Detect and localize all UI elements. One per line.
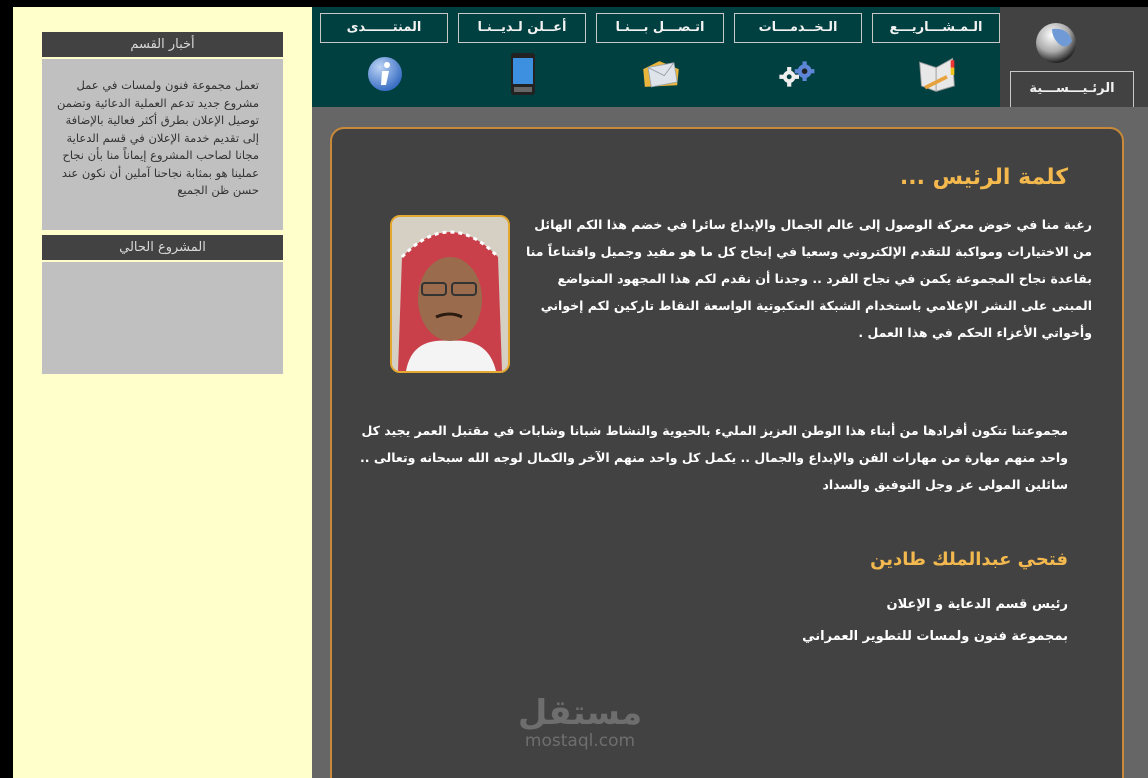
globe-icon[interactable]	[1034, 21, 1078, 65]
top-navigation	[312, 7, 1000, 107]
president-message-paragraph-2: مجموعتنا تتكون أفرادها من أبناء هذا الوطن العزيز المليء بالحيوية والنشاط شبانا وشابات في مقتبل العمر يجيد كل واحد منهم مهارة من مهارات الفن والإبداع والجمال .. يكمل كل واحد منهم الآخر والكمال لوجه الله سبحانه وتعالى .. سائلين المولى عز وجل التوفيق والسداد	[360, 423, 1068, 492]
main-content-area	[312, 107, 1148, 778]
nav-projects-button[interactable]: الـمـشـــاريـــع	[872, 13, 1000, 43]
nav-contact-button[interactable]: اتـصـــل بـــنـا	[596, 13, 724, 43]
mobile-phone-icon[interactable]	[502, 53, 544, 95]
sidebar	[13, 7, 312, 778]
signature-name: فتحي عبدالملك طادين	[870, 549, 1068, 570]
current-project-title: المشروع الحالي	[42, 235, 283, 260]
home-area	[1000, 7, 1148, 107]
signature-role: رئيس قسم الدعاية و الإعلان	[886, 597, 1068, 612]
book-pencil-icon[interactable]	[916, 53, 958, 95]
page-title: كلمة الرئيس ...	[899, 165, 1068, 190]
mail-envelope-icon[interactable]	[640, 53, 682, 95]
info-icon[interactable]	[364, 53, 406, 95]
news-section-title: أخبار القسم	[42, 32, 283, 57]
president-photo	[390, 215, 510, 373]
nav-services-button[interactable]: الـخــدمـــات	[734, 13, 862, 43]
president-message-paragraph-1: رغبة منا في خوض معركة الوصول إلى عالم الجمال والإبداع سائرا في خضم هذا الكم الهائل من الاختيارات ومواكبة للتقدم الإلكتروني وسعيا في إنجاح كل ما هو مفيد وجميل واقتناعاً منا بقاعدة نجاح المجموعة يكمن في نجاح الفرد .. وجدنا أن نقدم لكم هذا المجهود المتواضع المبنى على النشر الإعلامي باستخدام الشبكة العنكبوتية الواسعة النقاط تاركين لكم إخواني وأخواتي الأعزاء الحكم في هذا العمل .	[525, 217, 1092, 340]
signature-organization: بمجموعة فنون ولمسات للتطوير العمراني	[802, 629, 1068, 644]
nav-item-contact[interactable]	[596, 7, 726, 107]
news-section-content: تعمل مجموعة فنون ولمسات في عمل مشروع جديد تدعم العملية الدعائية وتضمن توصيل الإعلان بطرق أكثر فعالية بالإضافة إلى تقديم خدمة الإعلان في قسم الدعاية مجانا لصاحب المشروع إيماناً منا بأن نجاح عملينا هو بمثابة نجاحنا آملين أن نكون عند حسن ظن الجميع	[42, 59, 283, 230]
watermark-english: mostaql.com	[524, 731, 636, 751]
nav-item-advertise[interactable]	[458, 7, 588, 107]
watermark-logo	[500, 695, 660, 751]
nav-forum-button[interactable]: المنتــــــدى	[320, 13, 448, 43]
watermark-arabic: مستقل	[517, 693, 643, 733]
nav-advertise-button[interactable]: أعــلن لـديــنـا	[458, 13, 586, 43]
content-panel	[330, 127, 1124, 778]
gears-icon[interactable]	[778, 53, 820, 95]
nav-item-forum[interactable]	[320, 7, 450, 107]
nav-home-button[interactable]: الرئـيـــســـية	[1010, 71, 1134, 107]
nav-item-services[interactable]	[734, 7, 864, 107]
current-project-content	[42, 262, 283, 374]
nav-item-projects[interactable]	[872, 7, 1002, 107]
